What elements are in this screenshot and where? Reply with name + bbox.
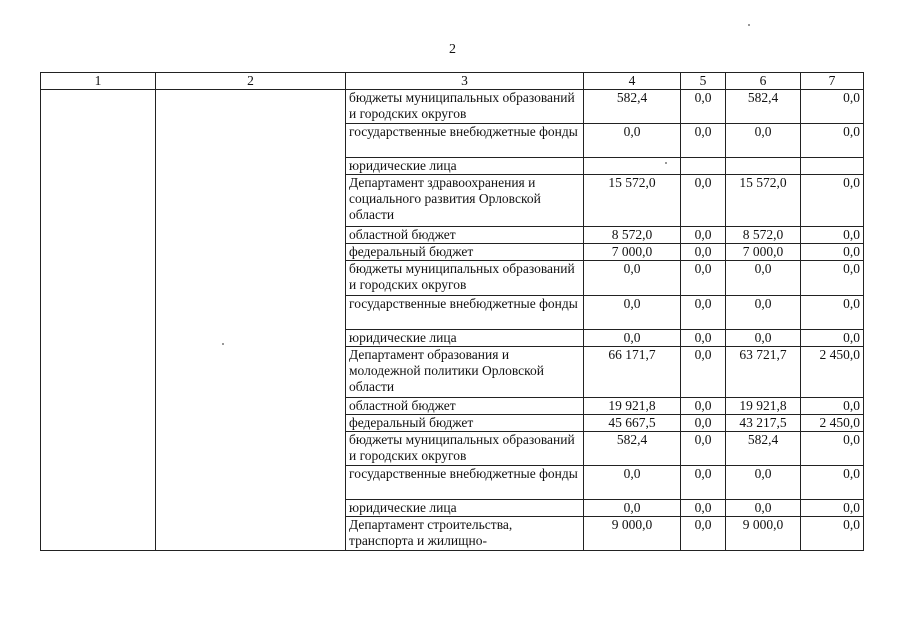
value-col-5: 0,0	[681, 500, 726, 517]
row-label: областной бюджет	[346, 227, 584, 244]
value-total: 0,0	[584, 466, 681, 500]
value-col-5: 0,0	[681, 296, 726, 330]
row-label: юридические лица	[346, 500, 584, 517]
table-row	[41, 90, 864, 124]
header-col-1: 1	[41, 73, 156, 90]
row-label: Департамент здравоохранения и социального развития Орловской области	[346, 175, 584, 227]
value-col-7: 0,0	[801, 227, 864, 244]
row-label: юридические лица	[346, 158, 584, 175]
value-col-5: 0,0	[681, 175, 726, 227]
table-body	[41, 90, 864, 551]
value-col-7: 0,0	[801, 175, 864, 227]
column-2-empty-cell	[156, 90, 346, 551]
row-label: федеральный бюджет	[346, 244, 584, 261]
value-col-6: 582,4	[726, 90, 801, 124]
value-col-5: 0,0	[681, 124, 726, 158]
value-col-6: 0,0	[726, 261, 801, 296]
value-col-7: 0,0	[801, 517, 864, 551]
value-total: 8 572,0	[584, 227, 681, 244]
value-col-7: 0,0	[801, 466, 864, 500]
row-label: бюджеты муниципальных образований и городских округов	[346, 261, 584, 296]
value-col-7: 0,0	[801, 261, 864, 296]
value-col-5: 0,0	[681, 398, 726, 415]
value-col-7: 0,0	[801, 330, 864, 347]
value-col-7: 0,0	[801, 90, 864, 124]
value-total: 0,0	[584, 124, 681, 158]
value-total: 0,0	[584, 330, 681, 347]
row-label: бюджеты муниципальных образований и городских округов	[346, 432, 584, 466]
scan-speck	[222, 343, 224, 345]
value-total: 66 171,7	[584, 347, 681, 398]
row-label: Департамент образования и молодежной политики Орловской области	[346, 347, 584, 398]
value-col-6: 0,0	[726, 296, 801, 330]
value-col-5	[681, 158, 726, 175]
value-col-5: 0,0	[681, 415, 726, 432]
value-col-6: 63 721,7	[726, 347, 801, 398]
value-total: 45 667,5	[584, 415, 681, 432]
value-col-6	[726, 158, 801, 175]
value-total: 582,4	[584, 90, 681, 124]
value-col-5: 0,0	[681, 466, 726, 500]
value-col-5: 0,0	[681, 90, 726, 124]
value-col-7	[801, 158, 864, 175]
scan-speck	[748, 24, 750, 26]
value-col-5: 0,0	[681, 227, 726, 244]
row-label: федеральный бюджет	[346, 415, 584, 432]
value-col-6: 7 000,0	[726, 244, 801, 261]
scan-speck	[665, 162, 667, 164]
header-col-5: 5	[681, 73, 726, 90]
header-col-6: 6	[726, 73, 801, 90]
header-col-7: 7	[801, 73, 864, 90]
value-col-5: 0,0	[681, 347, 726, 398]
value-col-7: 0,0	[801, 500, 864, 517]
value-col-7: 2 450,0	[801, 347, 864, 398]
value-col-6: 0,0	[726, 124, 801, 158]
row-label: областной бюджет	[346, 398, 584, 415]
page-number: 2	[449, 42, 456, 57]
header-col-2: 2	[156, 73, 346, 90]
budget-table	[40, 72, 864, 551]
value-col-5: 0,0	[681, 517, 726, 551]
value-col-6: 0,0	[726, 466, 801, 500]
value-total: 7 000,0	[584, 244, 681, 261]
header-col-4: 4	[584, 73, 681, 90]
value-col-6: 8 572,0	[726, 227, 801, 244]
value-col-7: 0,0	[801, 398, 864, 415]
table-header	[41, 73, 864, 90]
value-col-6: 582,4	[726, 432, 801, 466]
value-col-6: 0,0	[726, 330, 801, 347]
row-label: бюджеты муниципальных образований и городских округов	[346, 90, 584, 124]
value-col-7: 2 450,0	[801, 415, 864, 432]
value-total: 0,0	[584, 500, 681, 517]
column-1-empty-cell	[41, 90, 156, 551]
value-col-6: 43 217,5	[726, 415, 801, 432]
value-col-5: 0,0	[681, 432, 726, 466]
row-label: государственные внебюджетные фонды	[346, 296, 584, 330]
value-total: 582,4	[584, 432, 681, 466]
row-label: юридические лица	[346, 330, 584, 347]
value-col-5: 0,0	[681, 261, 726, 296]
value-total	[584, 158, 681, 175]
value-col-7: 0,0	[801, 296, 864, 330]
value-total: 19 921,8	[584, 398, 681, 415]
value-col-5: 0,0	[681, 330, 726, 347]
value-col-7: 0,0	[801, 244, 864, 261]
value-col-6: 9 000,0	[726, 517, 801, 551]
value-col-5: 0,0	[681, 244, 726, 261]
value-col-7: 0,0	[801, 432, 864, 466]
row-label: государственные внебюджетные фонды	[346, 124, 584, 158]
value-total: 15 572,0	[584, 175, 681, 227]
value-col-6: 19 921,8	[726, 398, 801, 415]
value-total: 0,0	[584, 261, 681, 296]
header-row	[41, 73, 864, 90]
row-label: Департамент строительства, транспорта и жилищно-	[346, 517, 584, 551]
row-label: государственные внебюджетные фонды	[346, 466, 584, 500]
value-total: 0,0	[584, 296, 681, 330]
header-col-3: 3	[346, 73, 584, 90]
value-col-6: 15 572,0	[726, 175, 801, 227]
value-col-6: 0,0	[726, 500, 801, 517]
value-col-7: 0,0	[801, 124, 864, 158]
value-total: 9 000,0	[584, 517, 681, 551]
